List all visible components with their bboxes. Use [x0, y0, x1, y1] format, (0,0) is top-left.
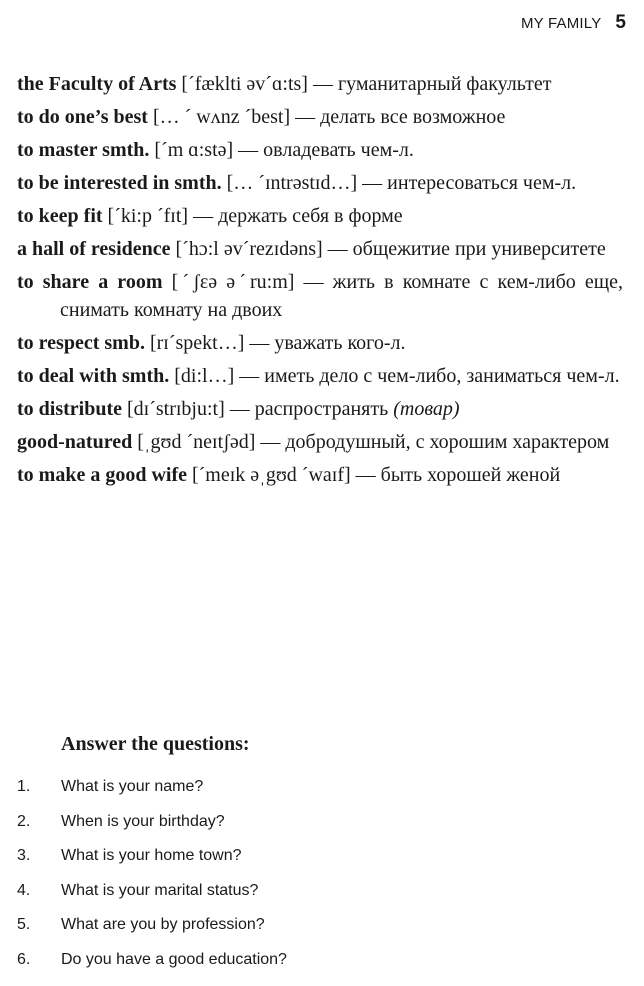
vocab-translation: распространять: [254, 398, 389, 420]
vocab-entry: [17, 395, 623, 423]
question-number: 4.: [17, 881, 31, 899]
vocab-term: a hall of residence: [17, 238, 171, 260]
vocab-entry: [17, 169, 623, 197]
vocab-dash: —: [239, 365, 260, 387]
question-number: 1.: [17, 778, 31, 795]
vocab-entry: [17, 428, 623, 456]
vocab-transcription: [di:l…]: [174, 365, 235, 387]
section-title: Answer the questions:: [61, 733, 250, 755]
vocab-term: to master smth.: [17, 139, 150, 161]
vocab-term: to share a room: [17, 271, 163, 293]
vocab-entry: [17, 103, 623, 131]
vocab-entry: [17, 202, 623, 230]
vocab-transcription: [ˌgʊd ˊneɪtʃəd]: [137, 431, 256, 453]
vocab-translation: держать себя в форме: [218, 205, 403, 227]
question-text: What is your marital status?: [61, 881, 259, 899]
question-number: 5.: [17, 916, 31, 934]
vocab-transcription: [ˊm ɑ:stə]: [154, 139, 234, 161]
vocab-translation: овладевать чем-л.: [263, 139, 414, 161]
vocab-transcription: [ˊmeɪk əˌgʊd ˊwaɪf]: [191, 464, 351, 486]
vocab-dash: —: [312, 73, 333, 95]
vocab-transcription: [ˊki:p ˊfɪt]: [107, 205, 189, 227]
vocab-term: to deal with smth.: [17, 365, 170, 387]
vocab-dash: —: [327, 238, 348, 260]
vocab-translation: уважать кого-л.: [274, 332, 406, 354]
vocab-transcription: [ˊʃɛə əˊru:m]: [171, 271, 295, 293]
question-item: [17, 882, 287, 917]
vocab-translation: общежитие при университете: [352, 238, 606, 260]
question-number: 2.: [17, 812, 31, 830]
vocab-dash: —: [249, 332, 270, 354]
question-number: 3.: [17, 847, 31, 865]
chapter-title: MY FAMILY: [520, 15, 602, 32]
question-text: What is your name?: [61, 778, 204, 795]
question-item: [17, 951, 287, 986]
page-header: [521, 12, 626, 34]
vocab-term: to keep fit: [17, 205, 103, 227]
vocab-dash: —: [193, 205, 214, 227]
question-item: [17, 778, 287, 813]
vocab-entry: [17, 235, 623, 263]
vocab-dash: —: [295, 106, 316, 128]
vocab-entry: [17, 70, 623, 98]
vocab-entry: [17, 461, 623, 489]
question-text: What is your home town?: [61, 847, 242, 865]
vocab-translation: иметь дело с чем-либо, заниматься чем-л.: [264, 365, 620, 387]
vocabulary-list: [17, 70, 623, 494]
vocab-term: the Faculty of Arts: [17, 73, 177, 95]
vocab-entry: [17, 268, 623, 324]
vocab-term: good-natured: [17, 431, 133, 453]
vocab-transcription: [dɪˊstrɪbju:t]: [127, 398, 225, 420]
vocab-transcription: [ˊhɔ:l əvˊrezɪdəns]: [175, 238, 323, 260]
question-text: What are you by profession?: [61, 916, 265, 934]
vocab-term: to respect smb.: [17, 332, 145, 354]
vocab-term: to make a good wife: [17, 464, 187, 486]
vocab-entry: [17, 136, 623, 164]
vocab-dash: —: [260, 431, 281, 453]
vocab-transcription: [ˊfæklti əvˊɑ:ts]: [181, 73, 308, 95]
vocab-transcription: [… ˊ wʌnz ˊbest]: [152, 106, 291, 128]
vocab-translation: интересоваться чем-л.: [387, 172, 577, 194]
vocab-term: to do one’s best: [17, 106, 148, 128]
vocab-dash: —: [362, 172, 383, 194]
vocab-term: to distribute: [17, 398, 122, 420]
question-item: [17, 916, 287, 951]
vocab-translation: гуманитарный факультет: [337, 73, 552, 95]
question-number: 6.: [17, 950, 31, 968]
vocab-translation: жить в комнате с кем-либо еще, снимать комнату на двоих: [60, 271, 624, 321]
questions-list: [17, 778, 287, 986]
page-number: 5: [615, 12, 626, 33]
vocab-dash: —: [303, 271, 324, 293]
vocab-note: (товар): [393, 398, 460, 420]
question-item: [17, 847, 287, 882]
vocab-dash: —: [229, 398, 250, 420]
vocab-translation: делать все возможное: [320, 106, 506, 128]
vocab-entry: [17, 329, 623, 357]
vocab-transcription: [… ˊɪntrəstɪd…]: [226, 172, 358, 194]
vocab-dash: —: [238, 139, 259, 161]
vocab-dash: —: [355, 464, 376, 486]
vocab-transcription: [rɪˊspekt…]: [149, 332, 245, 354]
vocab-translation: добродушный, с хорошим характером: [285, 431, 610, 453]
vocab-entry: [17, 362, 623, 390]
question-item: [17, 813, 287, 848]
vocab-term: to be interested in smth.: [17, 172, 222, 194]
question-text: When is your birthday?: [61, 812, 225, 830]
vocab-translation: быть хорошей женой: [380, 464, 561, 486]
question-text: Do you have a good education?: [61, 950, 287, 968]
